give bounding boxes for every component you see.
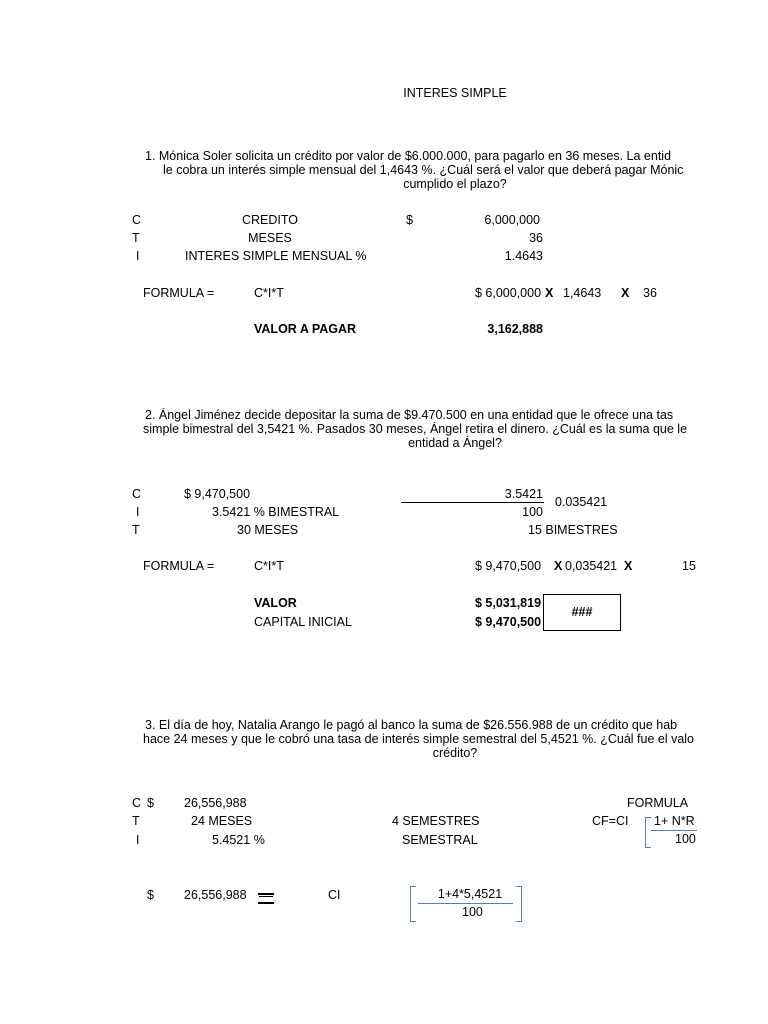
- formula-expression: C*I*T: [254, 559, 284, 573]
- variable-t: T: [132, 231, 140, 245]
- formula-expression: C*I*T: [254, 286, 284, 300]
- formula-denominator: 100: [675, 832, 696, 846]
- equation-fraction-line: [418, 903, 513, 904]
- capital-inicial-label: CAPITAL INICIAL: [254, 615, 352, 629]
- credito-label: CREDITO: [241, 213, 299, 227]
- bracket-left: [410, 886, 416, 922]
- problem-3-statement-line-2: hace 24 meses y que le cobró una tasa de interés simple semestral del 5,4521 %. ¿Cuál fue el valo: [143, 732, 695, 746]
- currency-symbol: $: [147, 888, 154, 902]
- variable-c: C: [132, 487, 142, 501]
- interes-label: INTERES SIMPLE MENSUAL %: [185, 249, 367, 263]
- overflow-text: ###: [571, 605, 593, 619]
- fraction-line: [401, 502, 544, 503]
- valor-a-pagar-label: VALOR A PAGAR: [254, 322, 357, 336]
- valor-label: VALOR: [254, 596, 297, 610]
- problem-2-statement-line-2: simple bimestral del 3,5421 %. Pasados 30 meses, Ángel retira el dinero. ¿Cuál es la suma que le: [143, 422, 688, 436]
- variable-i: I: [136, 833, 140, 847]
- formula-capital: $ 9,470,500: [475, 559, 542, 573]
- fraction-result: 0.035421: [555, 495, 608, 509]
- page-title: INTERES SIMPLE: [403, 86, 507, 100]
- interest-rate: 5.4521 %: [212, 833, 265, 847]
- capital-value: 26,556,988: [184, 796, 247, 810]
- meses-label: MESES: [248, 231, 292, 245]
- variable-c: C: [132, 213, 142, 227]
- problem-1-statement-line-1: 1. Mónica Soler solicita un crédito por valor de $6.000.000, para pagarlo en 36 meses. La entid: [145, 149, 672, 163]
- equals-icon: [258, 893, 274, 904]
- multiply-sign: X: [621, 286, 630, 300]
- formula-interest: 1,4643: [563, 286, 602, 300]
- problem-3-statement-line-1: 3. El día de hoy, Natalia Arango le pagó al banco la suma de $26.556.988 de un crédito que hab: [145, 718, 678, 732]
- multiply-sign: X: [545, 286, 554, 300]
- fraction-denominator: 100: [522, 505, 543, 519]
- formula-interest: 0,035421: [565, 559, 618, 573]
- formula-capital: $ 6,000,000: [475, 286, 542, 300]
- overflow-cell: [543, 594, 621, 631]
- formula-title: FORMULA: [627, 796, 689, 810]
- variable-t: T: [132, 523, 140, 537]
- capital-value: $ 9,470,500: [184, 487, 251, 501]
- bracket-right: [516, 886, 522, 922]
- formula-lhs: CF=CI: [592, 814, 629, 828]
- equation-value: 26,556,988: [184, 888, 247, 902]
- problem-2-statement-line-1: 2. Ángel Jiménez decide depositar la suma de $9.470.500 en una entidad que le ofrece una tas: [145, 408, 674, 422]
- problem-1-statement-line-2: le cobra un interés simple mensual del 1,4643 %. ¿Cuál será el valor que deberá pagar Mónic: [163, 163, 684, 177]
- meses-value: 36: [529, 231, 543, 245]
- multiply-sign: X: [554, 559, 563, 573]
- formula-time: 36: [643, 286, 657, 300]
- variable-c: C: [132, 796, 142, 810]
- multiply-sign: X: [624, 559, 633, 573]
- formula-time: 15: [682, 559, 696, 573]
- bracket-left: [645, 817, 651, 848]
- semestres-value: 4 SEMESTRES: [392, 814, 480, 828]
- formula-label: FORMULA =: [143, 559, 215, 573]
- time-value: 24 MESES: [191, 814, 253, 828]
- interest-rate: 3.5421 % BIMESTRAL: [212, 505, 340, 519]
- problem-1-statement-line-3: cumplido el plazo?: [403, 177, 507, 191]
- time-value: 30 MESES: [237, 523, 299, 537]
- problem-2-statement-line-3: entidad a Ángel?: [408, 436, 502, 450]
- variable-i: I: [136, 505, 140, 519]
- currency-symbol: $: [406, 213, 413, 227]
- formula-numerator: 1+ N*R: [654, 814, 695, 828]
- equation-numerator: 1+4*5,4521: [437, 887, 503, 901]
- variable-t: T: [132, 814, 140, 828]
- credito-value: 6,000,000: [484, 213, 540, 227]
- valor-value: $ 5,031,819: [475, 596, 542, 610]
- semestral-label: SEMESTRAL: [402, 833, 478, 847]
- formula-label: FORMULA =: [143, 286, 215, 300]
- capital-inicial-value: $ 9,470,500: [475, 615, 542, 629]
- currency-symbol: $: [147, 796, 154, 810]
- problem-3-statement-line-3: crédito?: [432, 746, 478, 760]
- formula-fraction-line: [651, 830, 697, 831]
- bimestres-value: 15 BIMESTRES: [528, 523, 618, 537]
- equation-ci: CI: [328, 888, 341, 902]
- variable-i: I: [136, 249, 140, 263]
- fraction-numerator: 3.5421: [504, 487, 543, 501]
- equation-denominator: 100: [462, 905, 483, 919]
- valor-a-pagar-value: 3,162,888: [487, 322, 543, 336]
- interes-value: 1.4643: [504, 249, 543, 263]
